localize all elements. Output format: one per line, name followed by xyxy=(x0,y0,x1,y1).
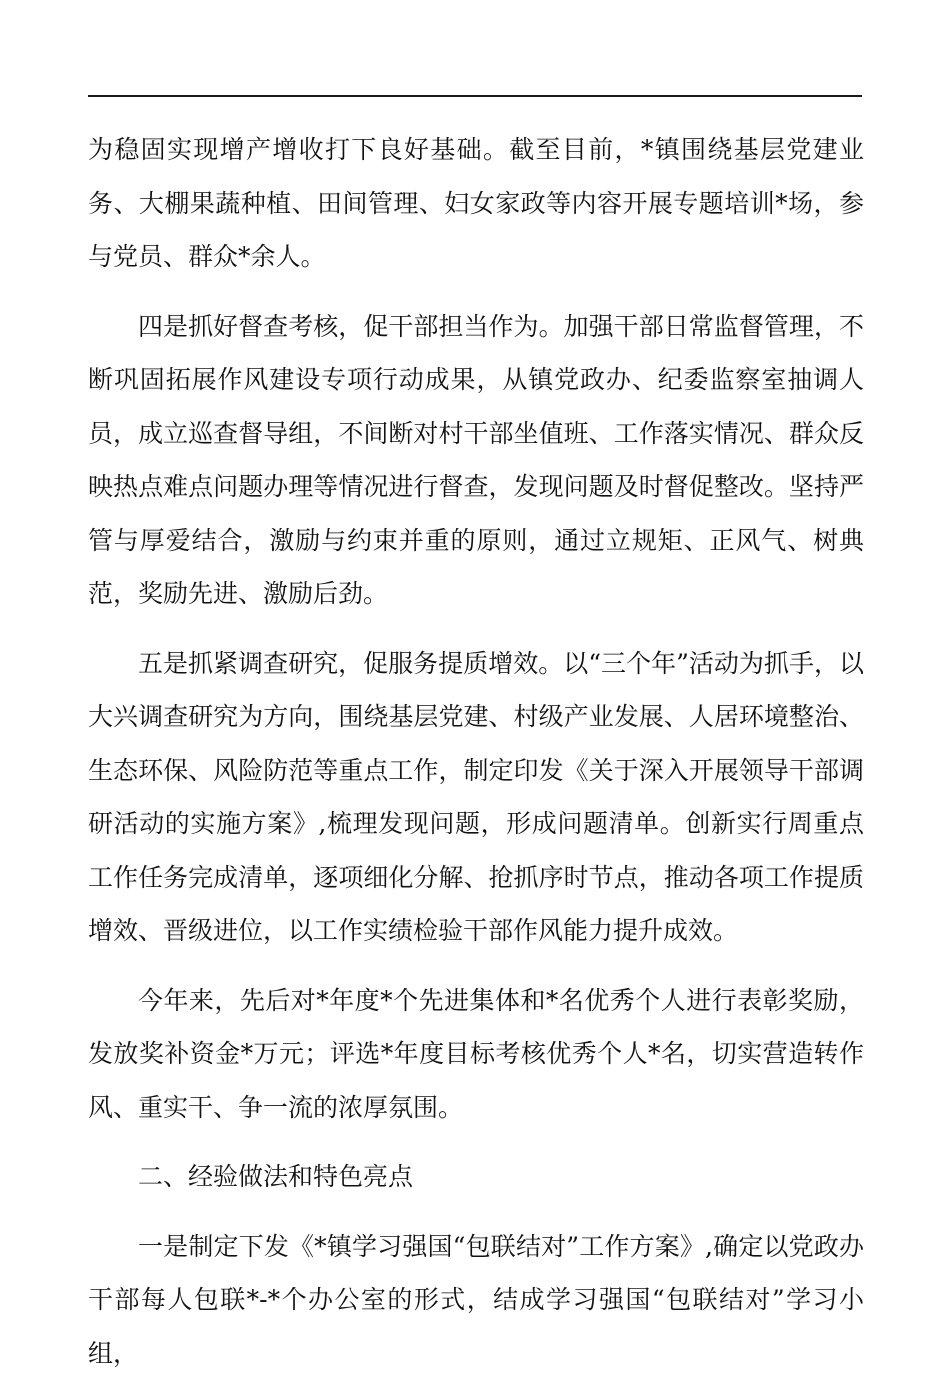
paragraph-study-plan: 一是制定下发《*镇学习强国“包联结对”工作方案》,确定以党政办干部每人包联*-*个办公室的形式，结成学习强国“包联结对”学习小组， xyxy=(88,1231,864,1368)
paragraph-supervision: 四是抓好督查考核，促干部担当作为。加强干部日常监督管理，不断巩固拓展作风建设专项行动成果，从镇党政办、纪委监察室抽调人员，成立巡查督导组，不间断对村干部坐值班、工作落实情况、群众反映热点难点问题办理等情况进行督查，发现问题及时督促整改。坚持严管与厚爱结合，激励与约束并重的原则，通过立规矩、正风气、树典范，奖励先进、激励后劲。 xyxy=(88,311,864,608)
section-heading-experience: 二、经验做法和特色亮点 xyxy=(138,1162,414,1191)
paragraph-awards: 今年来，先后对*年度*个先进集体和*名优秀个人进行表彰奖励，发放奖补资金*万元；评选*年度目标考核优秀个人*名，切实营造转作风、重实干、争一流的浓厚氛围。 xyxy=(88,985,864,1122)
paragraph-continuation: 为稳固实现增产增收打下良好基础。截至目前，*镇围绕基层党建业务、大棚果蔬种植、田间管理、妇女家政等内容开展专题培训*场，参与党员、群众*余人。 xyxy=(88,135,864,271)
document-body xyxy=(88,123,864,1396)
header-rule xyxy=(88,95,862,97)
paragraph-research: 五是抓紧调查研究，促服务提质增效。以“三个年”活动为抓手，以大兴调查研究为方向，围绕基层党建、村级产业发展、人居环境整治、生态环保、风险防范等重点工作，制定印发《关于深入开展领导干部调研活动的实施方案》,梳理发现问题，形成问题清单。创新实行周重点工作任务完成清单，逐项细化分解、抢抓序时节点，推动各项工作提质增效、晋级进位，以工作实绩检验干部作风能力提升成效。 xyxy=(88,648,864,945)
